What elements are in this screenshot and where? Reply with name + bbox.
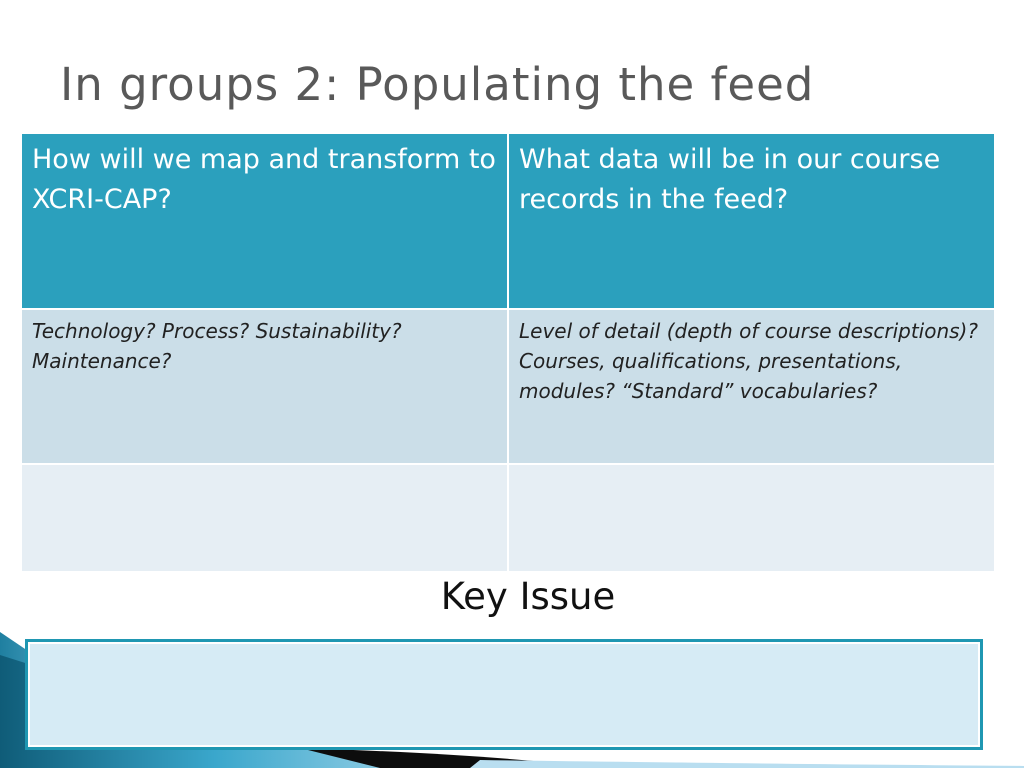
slide-title: In groups 2: Populating the feed: [60, 58, 815, 111]
table-cell: Level of detail (depth of course descriptions)? Courses, qualifications, presentations, modules? “Standard” vocabularies?: [508, 309, 995, 464]
table-header-cell: How will we map and transform to XCRI-CAP?: [21, 133, 508, 309]
key-issue-box: [25, 639, 983, 750]
key-issue-label: Key Issue: [440, 575, 616, 618]
table-cell: Technology? Process? Sustainability? Maintenance?: [21, 309, 508, 464]
key-issue-box-content: [28, 642, 980, 747]
wave-shape-light: [470, 760, 1024, 768]
table-header-cell: What data will be in our course records in the feed?: [508, 133, 995, 309]
